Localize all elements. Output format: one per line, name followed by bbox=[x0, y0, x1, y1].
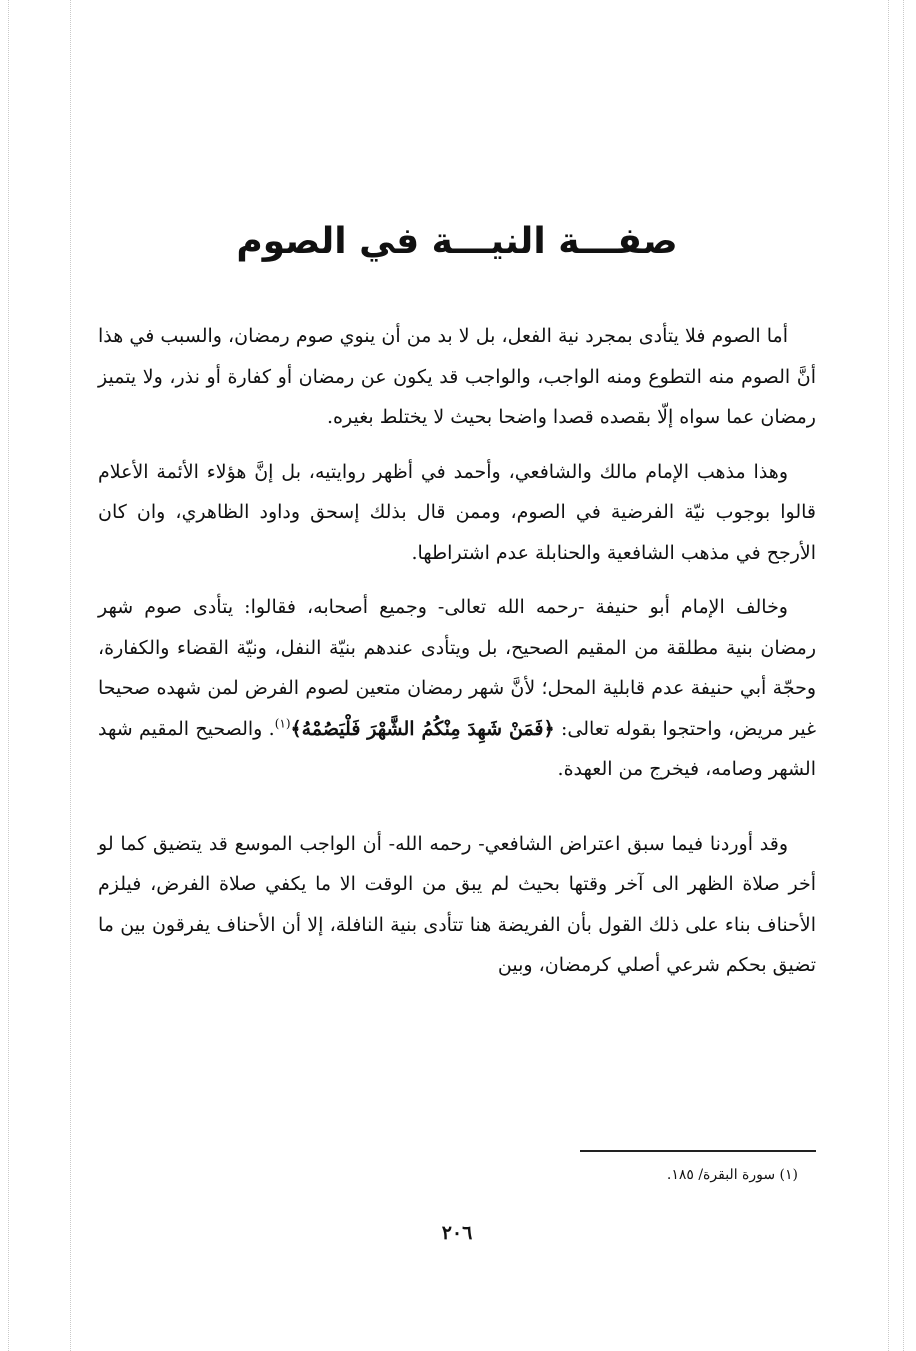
page-number: ٢٠٦ bbox=[441, 1222, 473, 1244]
scan-margin-line bbox=[888, 0, 889, 1351]
scan-margin-line bbox=[8, 0, 9, 1351]
footnote-reference: (١) bbox=[274, 716, 291, 731]
quran-verse: ﴿فَمَنْ شَهِدَ مِنْكُمُ الشَّهْرَ فَلْيَصُمْهُ﴾ bbox=[290, 717, 555, 740]
paragraph-1: أما الصوم فلا يتأدى بمجرد نية الفعل، بل لا بد من أن ينوي صوم رمضان، والسبب في هذا أنَّ الصوم منه التطوع ومنه الواجب، والواجب قد يكون عن رمضان أو كفارة أو نذر، ولا يتميز رمضان عما سواه إلّا بقصده قصدا واضحا بحيث لا يختلط بغيره. bbox=[98, 325, 816, 428]
footnote-divider bbox=[580, 1150, 816, 1152]
scan-margin-line bbox=[903, 0, 904, 1351]
paragraph-3-text: وخالف الإمام أبو حنيفة -رحمه الله تعالى- وجميع أصحابه، فقالوا: يتأدى صوم شهر رمضان بنية مطلقة من المقيم الصحيح، بل ويتأدى عندهم بنيّة النفل، ونيّة القضاء والكفارة، وحجّة أبي حنيفة عدم قابلية المحل؛ لأنَّ شهر رمضان متعين لصوم الفرض لمن شهده صحيحا غير مريض، واحتجوا بقوله تعالى: bbox=[98, 596, 817, 740]
scan-margin-line bbox=[70, 0, 71, 1351]
paragraph-4: وقد أوردنا فيما سبق اعتراض الشافعي- رحمه الله- أن الواجب الموسع قد يتضيق كما لو أخر صلاة الظهر الى آخر وقتها بحيث لم يبق من الوقت الا ما يكفي صلاة الفرض، فيلزم الأحناف بناء على ذلك القول بأن الفريضة هنا تتأدى بنية النافلة، إلا أن الأحناف يفرقون بين ما تضيق بحكم شرعي أصلي كرمضان، وبين bbox=[98, 832, 816, 976]
body-text bbox=[98, 316, 816, 1000]
paragraph-3 bbox=[98, 587, 816, 790]
paragraph-2: وهذا مذهب الإمام مالك والشافعي، وأحمد في أظهر روايتيه، بل إنَّ هؤلاء الأئمة الأعلام قالوا بوجوب نيّة الفرضية في الصوم، وممن قال بذلك إسحق وداود الظاهري، وان كان الأرجح في مذهب الشافعية والحنابلة عدم اشتراطها. bbox=[98, 460, 816, 564]
footnote: (١) سورة البقرة/ ١٨٥. bbox=[666, 1167, 798, 1183]
chapter-title: صفـــة النيـــة في الصوم bbox=[236, 221, 678, 262]
paragraph-3-continuation: . والصحيح المقيم شهد الشهر وصامه، فيخرج من العهدة. bbox=[98, 717, 816, 780]
